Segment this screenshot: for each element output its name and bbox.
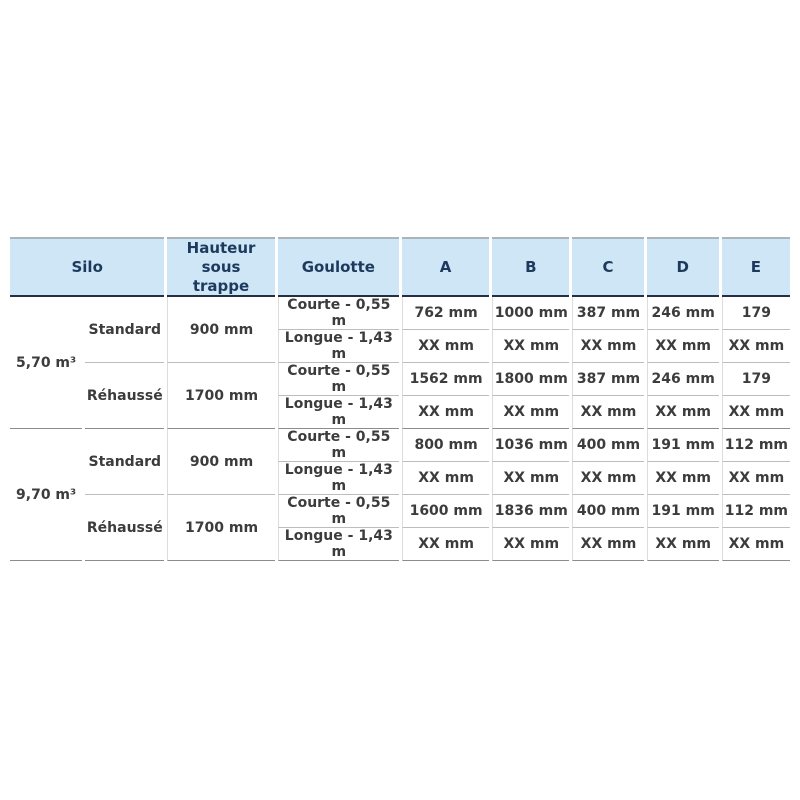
cell-b: XX mm <box>492 330 569 363</box>
cell-e: XX mm <box>722 462 790 495</box>
cell-b: XX mm <box>492 396 569 429</box>
table-row <box>10 429 790 462</box>
cell-c: 400 mm <box>572 429 643 462</box>
cell-c: XX mm <box>572 396 643 429</box>
table-row <box>10 495 790 528</box>
cell-c: 387 mm <box>572 363 643 396</box>
cell-e: 179 <box>722 363 790 396</box>
cell-a: 762 mm <box>402 297 489 330</box>
col-header-hauteur <box>167 237 274 297</box>
cell-goulotte: Longue - 1,43 m <box>278 462 399 495</box>
cell-d: 246 mm <box>647 297 719 330</box>
col-header-goulotte: Goulotte <box>278 237 399 297</box>
cell-hauteur: 900 mm <box>167 297 274 363</box>
col-header-a: A <box>402 237 489 297</box>
cell-b: 1836 mm <box>492 495 569 528</box>
cell-goulotte: Longue - 1,43 m <box>278 330 399 363</box>
cell-a: 1600 mm <box>402 495 489 528</box>
cell-d: 246 mm <box>647 363 719 396</box>
cell-goulotte: Courte - 0,55 m <box>278 429 399 462</box>
cell-a: XX mm <box>402 396 489 429</box>
table-row <box>10 297 790 330</box>
cell-c: XX mm <box>572 462 643 495</box>
cell-hauteur: 900 mm <box>167 429 274 495</box>
cell-goulotte: Courte - 0,55 m <box>278 495 399 528</box>
cell-c: 387 mm <box>572 297 643 330</box>
cell-silo-volume: 9,70 m³ <box>10 429 82 561</box>
col-header-silo: Silo <box>10 237 164 297</box>
cell-hauteur: 1700 mm <box>167 363 274 429</box>
cell-e: XX mm <box>722 528 790 561</box>
cell-goulotte: Courte - 0,55 m <box>278 363 399 396</box>
cell-d: XX mm <box>647 528 719 561</box>
cell-e: 112 mm <box>722 495 790 528</box>
cell-a: XX mm <box>402 330 489 363</box>
cell-a: XX mm <box>402 528 489 561</box>
cell-a: XX mm <box>402 462 489 495</box>
silo-spec-table-wrap <box>7 237 793 561</box>
cell-silo-volume: 5,70 m³ <box>10 297 82 429</box>
cell-b: XX mm <box>492 528 569 561</box>
cell-c: XX mm <box>572 528 643 561</box>
cell-d: XX mm <box>647 396 719 429</box>
cell-e: 179 <box>722 297 790 330</box>
cell-e: XX mm <box>722 330 790 363</box>
cell-b: 1000 mm <box>492 297 569 330</box>
col-header-e: E <box>722 237 790 297</box>
table-row <box>10 363 790 396</box>
cell-b: XX mm <box>492 462 569 495</box>
cell-goulotte: Longue - 1,43 m <box>278 396 399 429</box>
cell-a: 800 mm <box>402 429 489 462</box>
col-header-c: C <box>572 237 643 297</box>
cell-hauteur: 1700 mm <box>167 495 274 561</box>
silo-dimensions-table <box>7 237 793 561</box>
cell-e: XX mm <box>722 396 790 429</box>
table-header <box>10 237 790 297</box>
cell-d: XX mm <box>647 462 719 495</box>
cell-b: 1800 mm <box>492 363 569 396</box>
cell-a: 1562 mm <box>402 363 489 396</box>
col-header-d: D <box>647 237 719 297</box>
col-header-hauteur-label: Hauteur sous trappe <box>186 239 256 295</box>
cell-silo-type: Réhaussé <box>85 495 164 561</box>
header-row <box>10 237 790 297</box>
cell-e: 112 mm <box>722 429 790 462</box>
cell-d: XX mm <box>647 330 719 363</box>
cell-d: 191 mm <box>647 429 719 462</box>
cell-goulotte: Longue - 1,43 m <box>278 528 399 561</box>
cell-silo-type: Standard <box>85 297 164 363</box>
cell-c: XX mm <box>572 330 643 363</box>
cell-d: 191 mm <box>647 495 719 528</box>
cell-c: 400 mm <box>572 495 643 528</box>
cell-silo-type: Standard <box>85 429 164 495</box>
col-header-b: B <box>492 237 569 297</box>
cell-goulotte: Courte - 0,55 m <box>278 297 399 330</box>
cell-silo-type: Réhaussé <box>85 363 164 429</box>
cell-b: 1036 mm <box>492 429 569 462</box>
table-body <box>10 297 790 561</box>
